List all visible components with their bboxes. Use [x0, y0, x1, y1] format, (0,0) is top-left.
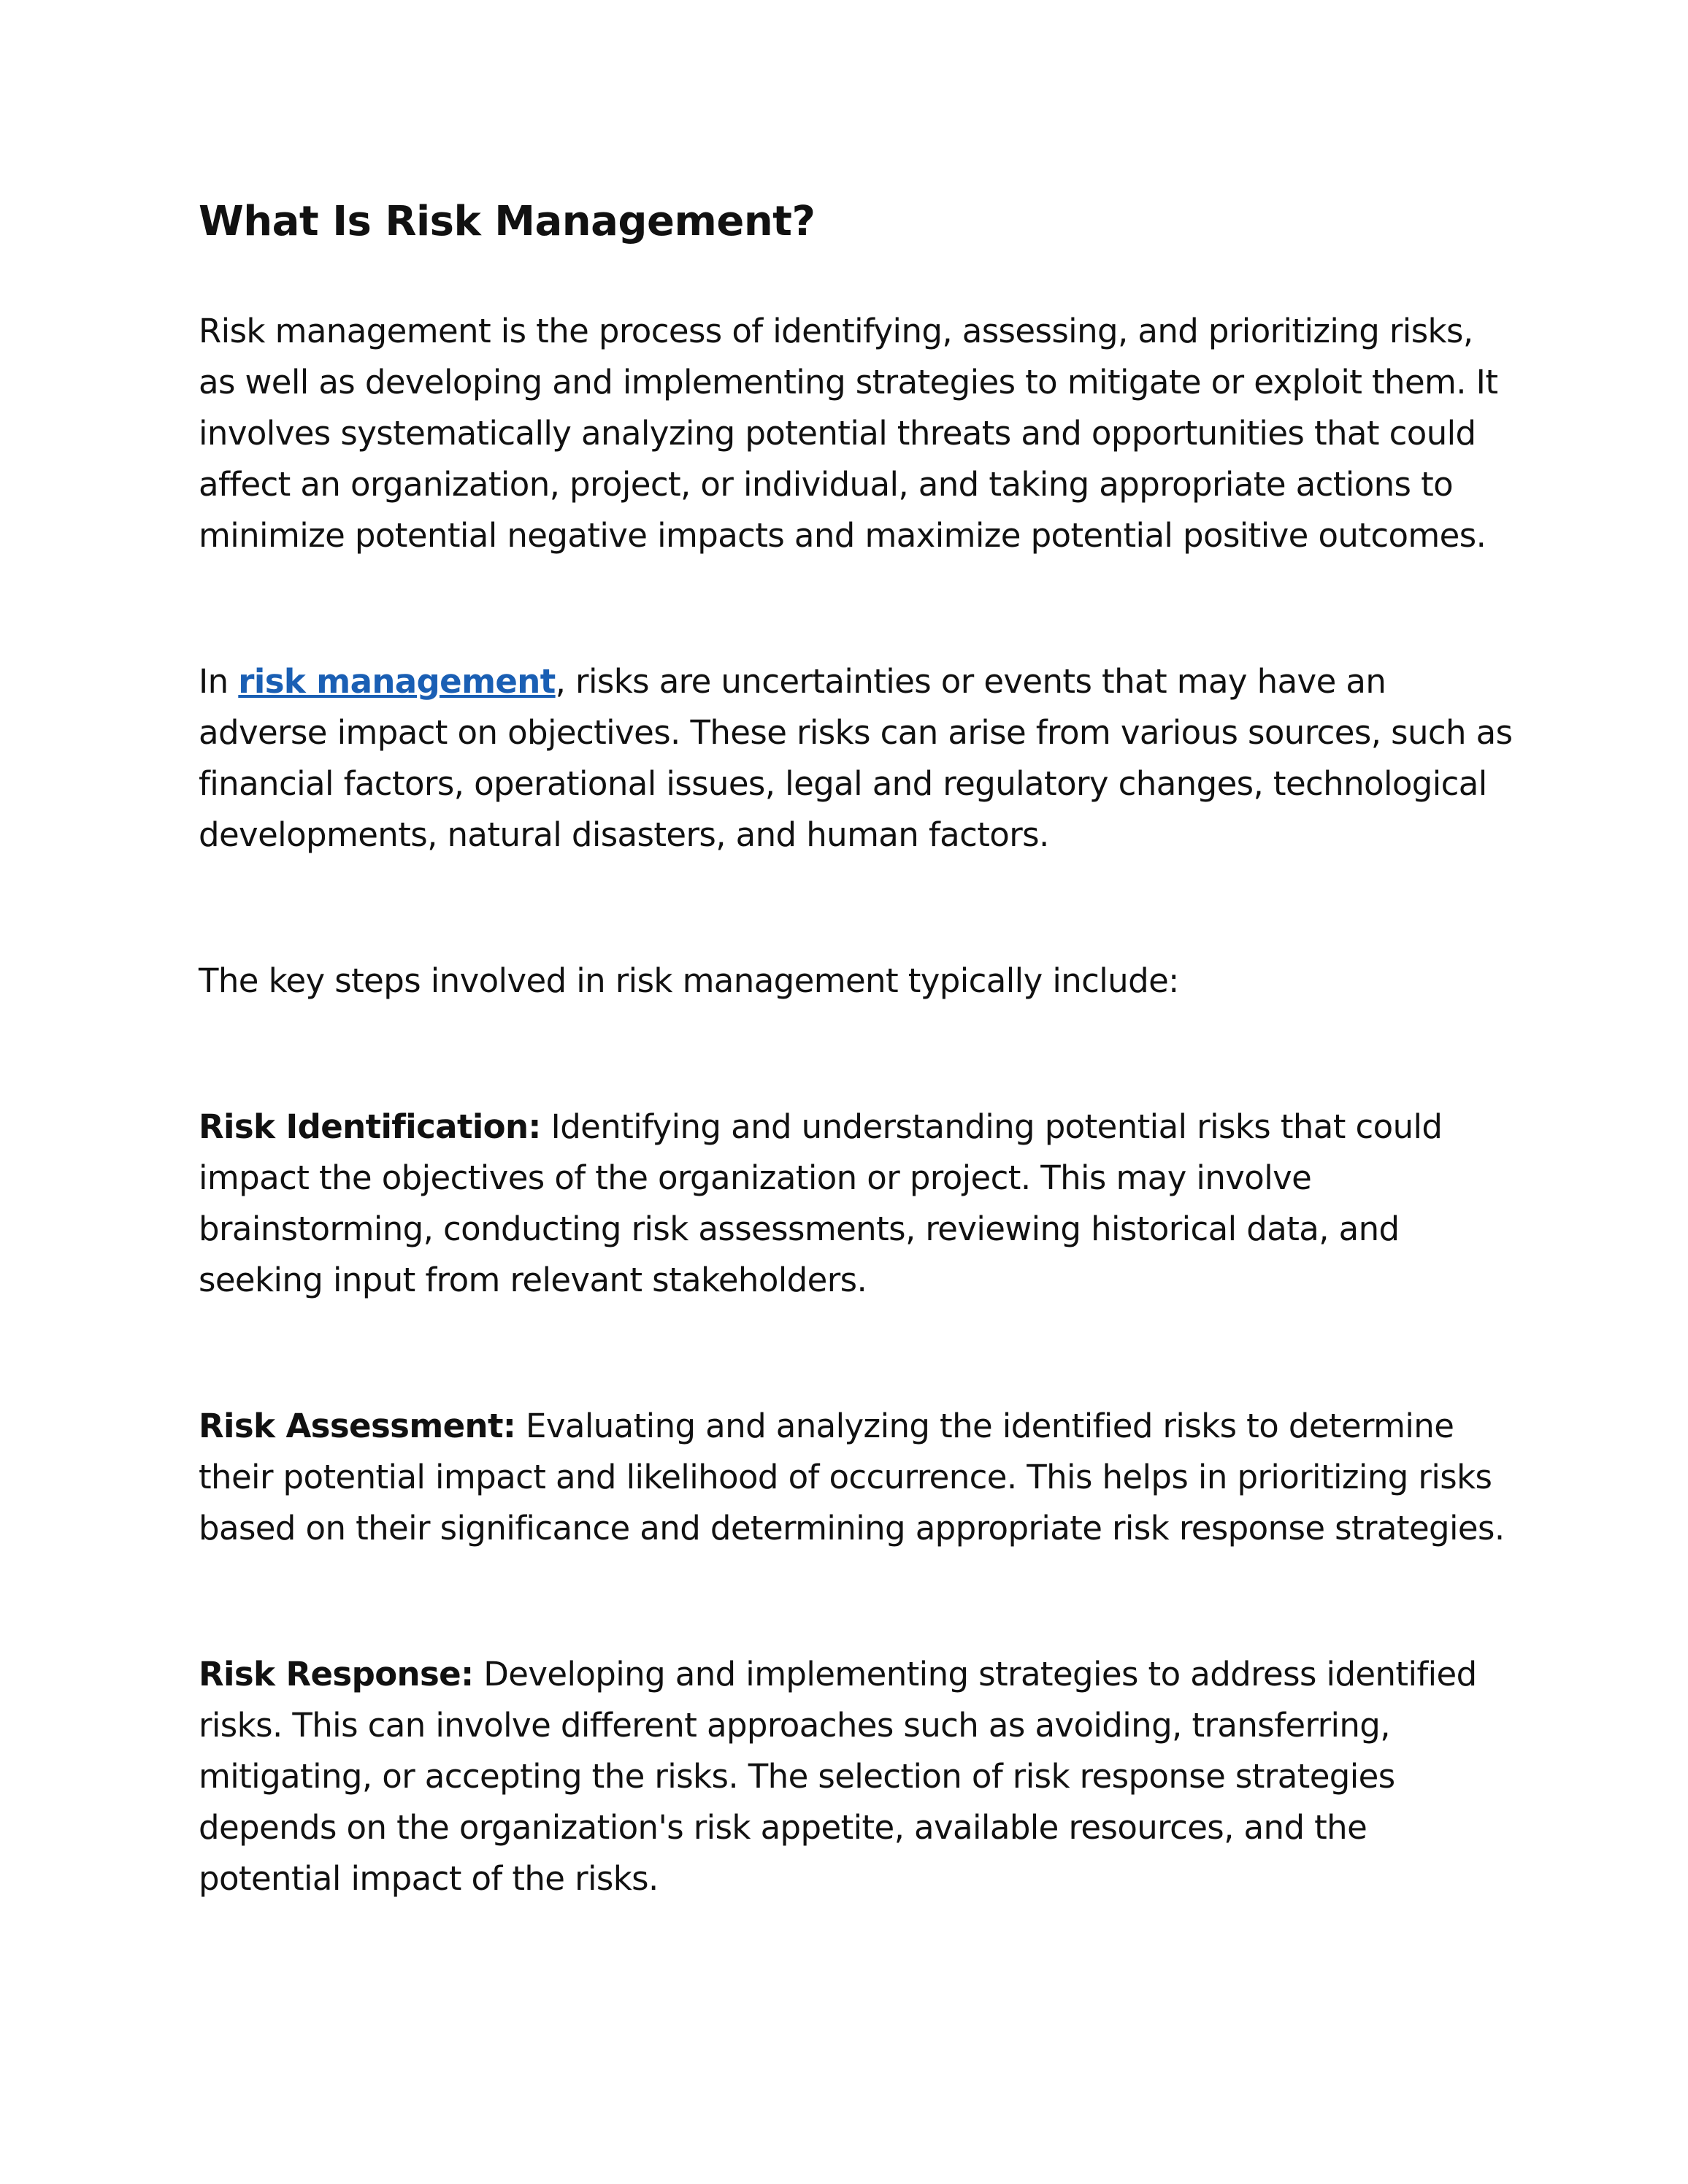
step-text: Developing and implementing strategies to address identified risks. This can involve different approaches such as avoiding, transferring, mitigating, or accepting the risks. The selection of risk response strategies depends on the organization's risk appetite, available resources, and the potential impact of the risks. [199, 1655, 1477, 1899]
definition-suffix: , risks are uncertainties or events that may have an adverse impact on objectives. These risks can arise from various sources, such as financial factors, operational issues, legal and regulatory changes, technological developments, natural disasters, and human factors. [199, 662, 1513, 855]
step-label: Risk Response: [199, 1655, 474, 1694]
page-title: What Is Risk Management? [199, 198, 816, 245]
step-risk-identification [199, 1101, 1513, 1306]
step-text: Identifying and understanding potential risks that could impact the objectives of the organization or project. This may involve brainstorming, conducting risk assessments, reviewing historical data, and seeking input from relevant stakeholders. [199, 1107, 1443, 1300]
step-risk-response [199, 1649, 1513, 1904]
definition-paragraph [199, 656, 1513, 861]
step-label: Risk Identification: [199, 1107, 541, 1147]
step-text: Evaluating and analyzing the identified risks to determine their potential impact and likelihood of occurrence. This helps in prioritizing risks based on their significance and determining appropriate risk response strategies. [199, 1407, 1505, 1548]
step-label: Risk Assessment: [199, 1407, 516, 1446]
definition-prefix: In [199, 662, 239, 701]
steps-intro-paragraph: The key steps involved in risk management typically include: [199, 961, 1179, 1001]
step-risk-assessment [199, 1401, 1513, 1554]
risk-management-link[interactable]: risk management [238, 662, 556, 701]
intro-paragraph: Risk management is the process of identifying, assessing, and prioritizing risks, as well as developing and implementing strategies to mitigate or exploit them. It involves systematically analyzing potential threats and opportunities that could affect an organization, project, or individual, and taking appropriate actions to minimize potential negative impacts and maximize potential positive outcomes. [199, 312, 1498, 555]
document-body [199, 197, 1513, 1999]
